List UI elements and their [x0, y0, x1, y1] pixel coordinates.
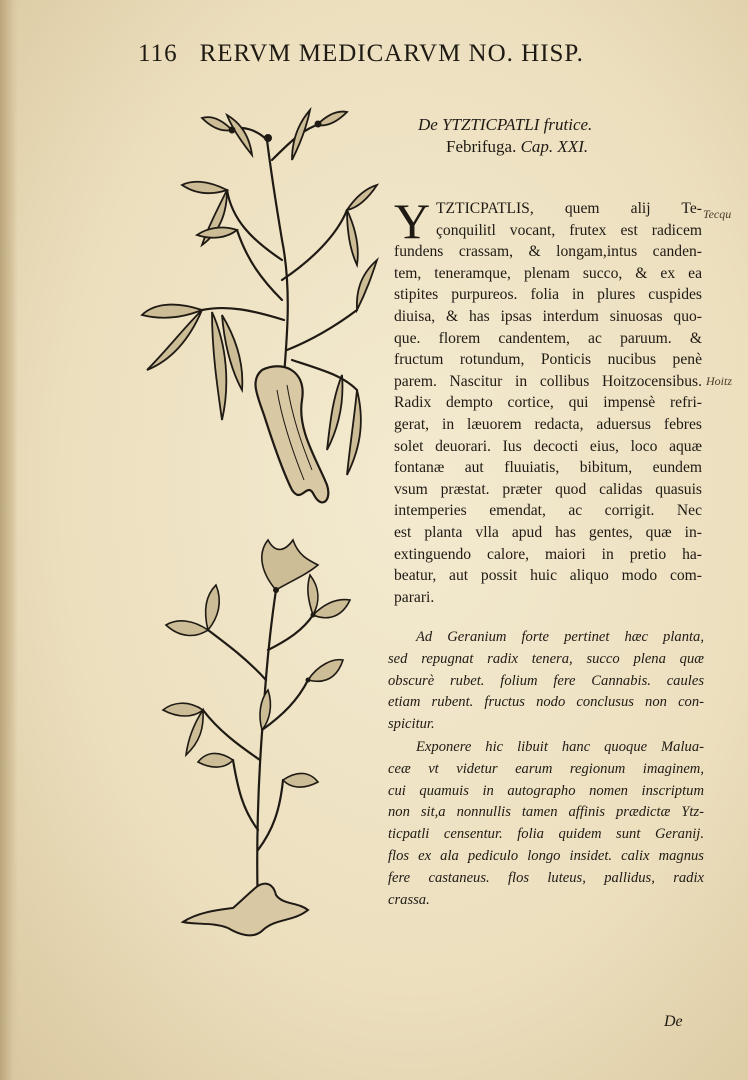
chapter-number: Cap. XXI. [520, 137, 589, 156]
text-line: gerat, in læuorem redacta, aduersus febres [394, 415, 702, 433]
ytzticpatli-woodcut-illustration [132, 100, 382, 520]
text-line: stipites purpureos. folia in plures cuspides [394, 286, 702, 304]
note-line: Exponere hic libuit hanc quoque Malua- [416, 739, 704, 755]
note-line: spicitur. [388, 716, 435, 733]
margin-note-middle: Hoitz [706, 374, 733, 388]
text-line: intemperies emendat, ac corrigit. Nec [394, 502, 702, 520]
text-line: vsum præstat. præter quod calidas quasuis [394, 480, 702, 498]
text-line: parari. [394, 588, 435, 606]
running-title: RERVM MEDICARVM NO. HISP. [199, 40, 584, 67]
margin-note-top: Tecqu [703, 207, 732, 221]
text-line: parem. Nascitur in collibus Hoitzocensibus. [394, 372, 702, 390]
text-line: beatur, aut possit huic aliquo modo com- [394, 567, 702, 585]
note-line: ticpatli censentur. folia quidem sunt Geranij. [388, 826, 704, 843]
note-line: cui quamuis in autographo nomen inscriptum [388, 782, 704, 799]
note-line: fere castaneus. flos luteus, pallidus, radix [388, 869, 704, 886]
text-line: tem, teneramque, plenam succo, & ex ea [394, 264, 702, 282]
annotation-geranium [388, 627, 704, 736]
text-line: çonquilitl vocant, frutex est radicem [436, 221, 702, 239]
text-line: est planta vlla apud has gentes, quæ in- [394, 523, 702, 541]
text-line: solet deuorari. Ius decocti eius, loco aquæ [394, 437, 702, 455]
note-line: Ad Geranium forte pertinet hæc planta, [416, 629, 704, 645]
page-number: 116 [138, 40, 178, 67]
note-line: obscurè rubet. folium fere Cannabis. caules [388, 672, 704, 689]
note-line: crassa. [388, 891, 430, 908]
chapter-subtitle [446, 137, 706, 157]
main-text [394, 193, 702, 608]
note-line: flos ex ala pediculo longo insidet. calix magnus [388, 847, 704, 864]
running-header [138, 40, 698, 68]
geranium-woodcut-illustration [158, 530, 358, 945]
text-line: Radix dempto cortice, qui impensè refri- [394, 394, 702, 412]
note-line: ceæ vt videtur earum regionum imaginem, [388, 760, 704, 777]
annotation-maluacea [388, 737, 704, 911]
note-line: sed repugnat radix tenera, succo plena quæ [388, 650, 704, 667]
chapter-subtitle-label: Febrifuga. [446, 137, 517, 156]
page-gutter [0, 0, 18, 1080]
text-line: que. florem candentem, ac paruum. & [394, 329, 702, 347]
text-line: fundens crassam, & longam,intus canden- [394, 243, 702, 261]
note-line: non sit,a nonnullis tamen affinis prædictæ Ytz- [388, 804, 704, 821]
catchword: De [664, 1013, 683, 1030]
note-line: etiam rubent. fructus nodo conclusus non con- [388, 694, 704, 711]
text-line: extinguendo calore, maiori in pretio ha- [394, 545, 702, 563]
text-line: TZTICPATLIS, quem alij Te- [436, 200, 702, 217]
chapter-title: De YTZTICPATLI frutice. [418, 115, 593, 134]
text-line: fontanæ aut fluuiatis, bibitum, eundem [394, 459, 702, 477]
text-line: fructum rotundum, Ponticis nucibus penè [394, 351, 702, 369]
text-line: diuisa, & has ipsas interdum sinuosas quo- [394, 307, 702, 325]
drop-cap: Y [394, 193, 431, 249]
